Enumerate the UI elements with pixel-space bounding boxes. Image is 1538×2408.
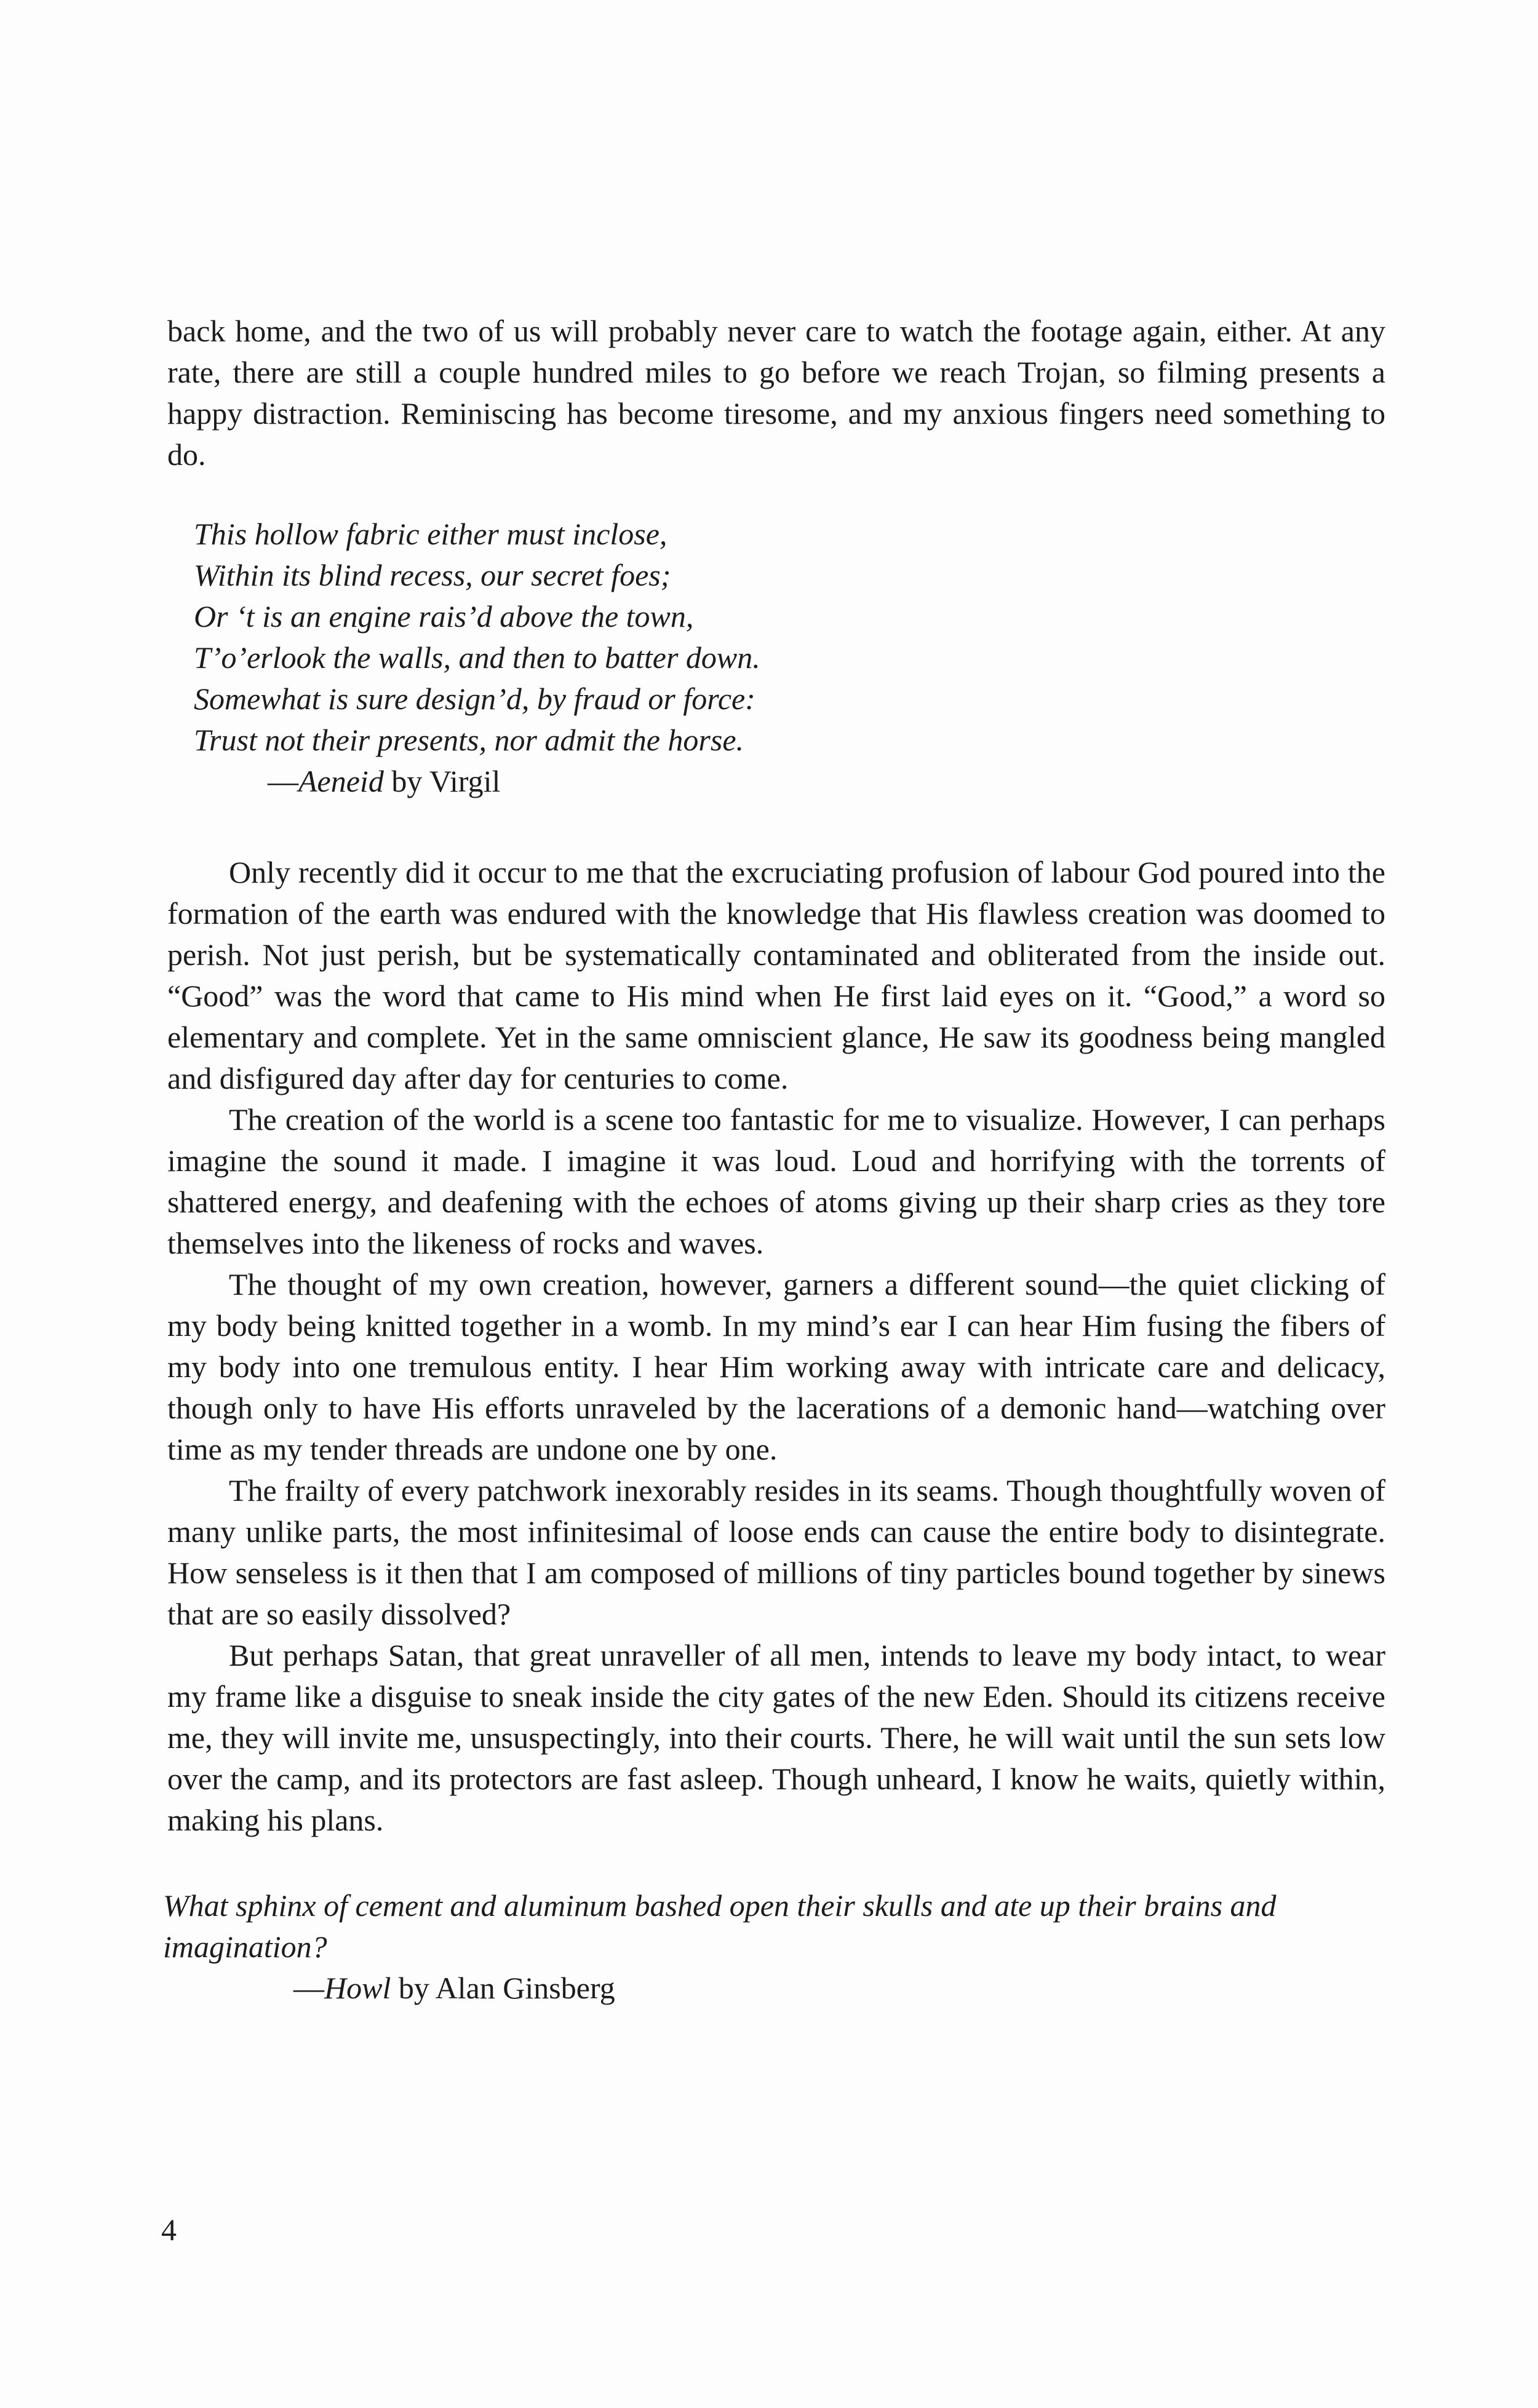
epigraph-line: This hollow fabric either must inclose, xyxy=(194,517,667,551)
body-paragraph: But perhaps Satan, that great unraveller of all men, intends to leave my body intact, to wear my frame like a disguise to sneak inside the city gates of the new Eden. Should its citizens receive me, they will invite me, unsuspectingly, into their courts. There, he will wait until the sun sets low over the camp, and its protectors are fast asleep. Though unheard, I know he waits, quietly within, making his plans. xyxy=(167,1638,1385,1837)
opening-paragraph-block xyxy=(167,311,1385,475)
body-paragraph: The creation of the world is a scene too fantastic for me to visualize. However, I can perhaps imagine the sound it made. I imagine it was loud. Loud and horrifying with the torrents of shattered energy, and deafening with the echoes of atoms giving up their sharp cries as they tore themselves into the likeness of rocks and waves. xyxy=(167,1102,1385,1260)
epigraph-line: Or ‘t is an engine rais’d above the town, xyxy=(194,599,694,634)
epigraph-attribution xyxy=(194,761,1240,802)
howl-epigraph xyxy=(163,1885,1381,2009)
attribution-author: by Virgil xyxy=(383,764,501,798)
attribution-work-title: Aeneid xyxy=(298,764,384,798)
epigraph-text: What sphinx of cement and aluminum bashed open their skulls and ate up their brains and imagination? xyxy=(163,1888,1277,1964)
attribution-work-title: Howl xyxy=(324,1971,391,2005)
epigraph-line: Somewhat is sure design’d, by fraud or force: xyxy=(194,681,755,716)
opening-paragraph: back home, and the two of us will probably never care to watch the footage again, either. At any rate, there are still a couple hundred miles to go before we reach Trojan, so filming presents a happy distraction. Reminiscing has become tiresome, and my anxious fingers need something to do. xyxy=(167,314,1385,472)
epigraph-line: Trust not their presents, nor admit the horse. xyxy=(194,723,744,757)
aeneid-epigraph xyxy=(194,514,1240,802)
epigraph-line: T’o’erlook the walls, and then to batter down. xyxy=(194,640,760,675)
epigraph-attribution xyxy=(163,1968,1381,2009)
epigraph-line: Within its blind recess, our secret foes; xyxy=(194,558,671,592)
body-paragraph: Only recently did it occur to me that the excruciating profusion of labour God poured into the formation of the earth was endured with the knowledge that His flawless creation was doomed to perish. Not just perish, but be systematically contaminated and obliterated from the inside out. “Good” was the word that came to His mind when He first laid eyes on it. “Good,” a word so elementary and complete. Yet in the same omniscient glance, He saw its goodness being mangled and disfigured day after day for centuries to come. xyxy=(167,855,1385,1095)
page-number: 4 xyxy=(161,2212,177,2247)
attribution-dash: — xyxy=(268,764,298,798)
attribution-dash: — xyxy=(293,1971,324,2005)
body-paragraph: The frailty of every patchwork inexorably resides in its seams. Though thoughtfully woven of many unlike parts, the most infinitesimal of loose ends can cause the entire body to disintegrate. How senseless is it then that I am composed of millions of tiny particles bound together by sinews that are so easily dissolved? xyxy=(167,1473,1385,1631)
body-text-block xyxy=(167,852,1385,1841)
attribution-author: by Alan Ginsberg xyxy=(391,1971,615,2005)
body-paragraph: The thought of my own creation, however, garners a different sound—the quiet clicking of my body being knitted together in a womb. In my mind’s ear I can hear Him fusing the fibers of my body into one tremulous entity. I hear Him working away with intricate care and delicacy, though only to have His efforts unraveled by the lacerations of a demonic hand—watching over time as my tender threads are undone one by one. xyxy=(167,1267,1385,1466)
